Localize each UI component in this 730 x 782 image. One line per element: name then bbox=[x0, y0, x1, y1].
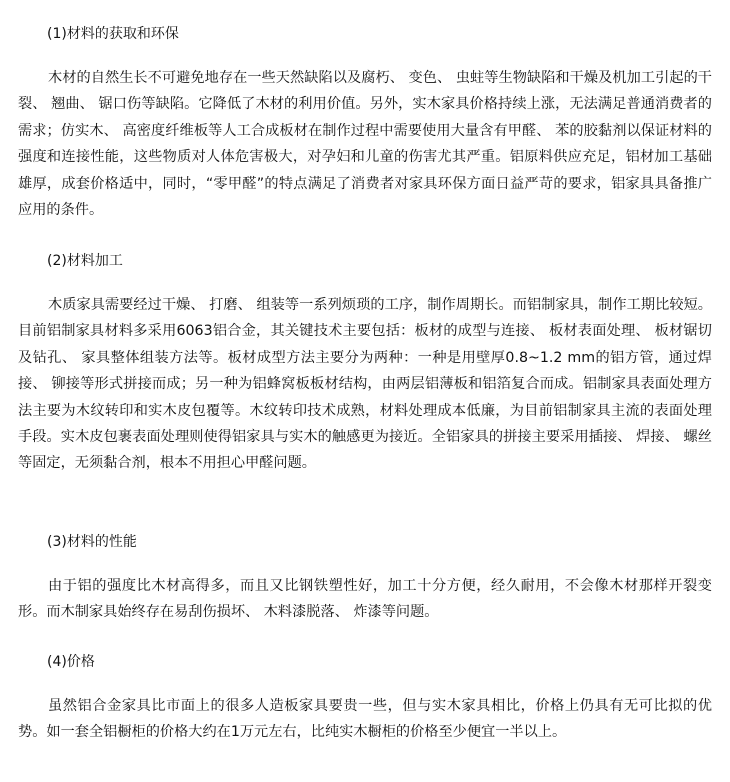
section-body-performance: 由于铝的强度比木材高得多，而且又比钢铁塑性好，加工十分方便，经久耐用，不会像木材那样开裂变形。而木制家具始终存在易刮伤损坏、 木料漆脱落、 炸漆等问题。 bbox=[18, 578, 712, 621]
section-heading-processing: (2)材料加工 bbox=[47, 253, 123, 269]
section-heading-price: (4)价格 bbox=[47, 654, 95, 670]
section-body-processing: 木质家具需要经过干燥、 打磨、 组装等一系列烦琐的工序，制作周期长。而铝制家具，制作工期比较短。目前铝制家具材料多采用6063铝合金，其关键技术主要包括：板材的成型与连接、 板材表面处理、 板材锯切及钻孔、 家具整体组装方法等。板材成型方法主要分为两种：一种是用壁厚0.8~1.2 mm的铝方管，通过焊接、 铆接等形式拼接而成；另一种为铝蜂窝板板材结构，由两层铝薄板和铝箔复合而成。铝制家具表面处理方法主要为木纹转印和实木皮包覆等。木纹转印技术成熟，材料处理成本低廉，为目前铝制家具主流的表面处理手段。实木皮包裹表面处理则使得铝家具与实木的触感更为接近。全铝家具的拼接主要采用插接、 焊接、 螺丝等固定，无须黏合剂，根本不用担心甲醛问题。 bbox=[18, 297, 712, 472]
section-heading-performance: (3)材料的性能 bbox=[47, 534, 137, 550]
section-body-sourcing: 木材的自然生长不可避免地存在一些天然缺陷以及腐朽、 变色、 虫蛀等生物缺陷和干燥及机加工引起的干裂、 翘曲、 锯口伤等缺陷。它降低了木材的利用价值。另外，实木家具价格持续上涨，无法满足普通消费者的需求；仿实木、 高密度纤维板等人工合成板材在制作过程中需要使用大量含有甲醛、 苯的胶黏剂以保证材料的强度和连接性能，这些物质对人体危害极大，对孕妇和儿童的伤害尤其严重。铝原料供应充足，铝材加工基础雄厚，成套价格适中，同时，“零甲醛”的特点满足了消费者对家具环保方面日益严苛的要求，铝家具具备推广应用的条件。 bbox=[18, 70, 712, 219]
section-heading-sourcing: (1)材料的获取和环保 bbox=[47, 26, 179, 42]
section-body-price: 虽然铝合金家具比市面上的很多人造板家具要贵一些，但与实木家具相比，价格上仍具有无可比拟的优势。如一套全铝橱柜的价格大约在1万元左右，比纯实木橱柜的价格至少便宜一半以上。 bbox=[18, 698, 712, 741]
